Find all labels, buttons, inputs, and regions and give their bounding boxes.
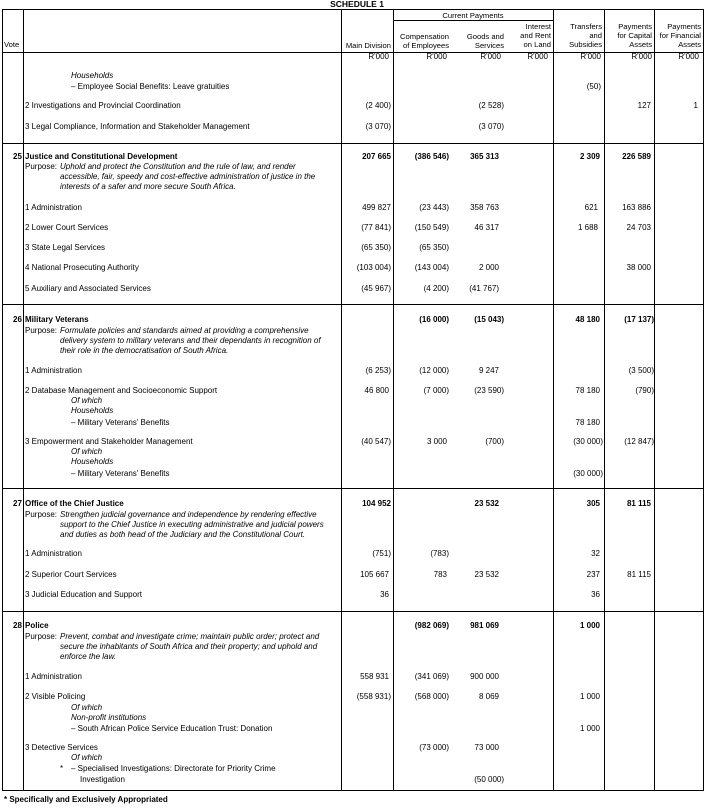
vote-number: 26 xyxy=(13,315,22,324)
col-divider-transfers xyxy=(604,9,605,791)
programme-label: 3 Legal Compliance, Information and Stakeholder Management xyxy=(25,122,250,131)
header-interest-rent: Interest and Rent on Land xyxy=(520,22,551,49)
header-vote: Vote xyxy=(4,40,20,49)
cell-comp: (143 004) xyxy=(414,263,449,272)
programme-label: 3 Empowerment and Stakeholder Management xyxy=(25,437,193,446)
vote-name: Police xyxy=(25,621,49,630)
cell-comp: (7 000) xyxy=(423,386,449,395)
unit-comp: R'000 xyxy=(426,52,447,61)
cell-capital: 24 703 xyxy=(626,223,651,232)
of-which-label: Of which xyxy=(71,703,103,712)
cell-main: 46 800 xyxy=(364,386,389,395)
cell-main: 207 665 xyxy=(362,152,391,161)
cell-comp: 3 000 xyxy=(426,437,447,446)
cell-comp: (73 000) xyxy=(419,743,449,752)
non-profit-label: Non-profit institutions xyxy=(71,713,147,722)
cell-goods: 23 532 xyxy=(474,570,499,579)
cell-comp: (341 069) xyxy=(414,672,449,681)
purpose-label: Purpose: xyxy=(25,632,58,641)
cell-goods: 46 317 xyxy=(474,223,499,232)
vote-name: Office of the Chief Justice xyxy=(25,499,124,508)
cell-transfers: 36 xyxy=(591,590,600,599)
of-which-label: Of which xyxy=(71,753,103,762)
of-which-label: Of which xyxy=(71,396,103,405)
vote-name: Justice and Constitutional Development xyxy=(25,152,178,161)
cell-transfers: (30 000) xyxy=(573,437,603,446)
cell-capital: (17 137) xyxy=(624,315,654,324)
purpose-text: secure the inhabitants of South Africa and their property; and uphold and xyxy=(60,642,318,651)
vote-number: 28 xyxy=(13,621,22,630)
col-divider-capital xyxy=(654,9,655,791)
specialised-investigations-label: Investigation xyxy=(80,775,125,784)
cell-transfers: 1 688 xyxy=(577,223,598,232)
unit-interest: R'000 xyxy=(527,52,548,61)
cell-comp: (65 350) xyxy=(419,243,449,252)
cell-goods: 2 000 xyxy=(478,263,499,272)
header-compensation: Compensation of Employees xyxy=(400,32,449,50)
programme-label: 2 Lower Court Services xyxy=(25,223,109,232)
appropriation-marker: * xyxy=(60,764,64,773)
programme-label: 1 Administration xyxy=(25,549,82,558)
cell-main: 104 952 xyxy=(362,499,391,508)
cell-goods: (15 043) xyxy=(474,315,504,324)
cell-comp: (16 000) xyxy=(419,315,449,324)
cell-main: (77 841) xyxy=(361,223,391,232)
households-label: Households xyxy=(71,71,114,80)
benefit-label: – Military Veterans' Benefits xyxy=(71,418,170,427)
households-label: Households xyxy=(71,406,114,415)
cell-main: (40 547) xyxy=(361,437,391,446)
cell-comp: (783) xyxy=(430,549,449,558)
cell-goods: 981 069 xyxy=(470,621,499,630)
programme-label: 3 Detective Services xyxy=(25,743,98,752)
cell-goods: (700) xyxy=(485,437,504,446)
purpose-text: accessible, fair, speedy and cost-effective administration of justice in the xyxy=(60,172,316,181)
vote-number: 27 xyxy=(13,499,22,508)
cell-goods: (50 000) xyxy=(474,775,504,784)
cell-main: (3 070) xyxy=(365,122,391,131)
cell-goods: 365 313 xyxy=(470,152,499,161)
footnote: * Specifically and Exclusively Appropriated xyxy=(4,795,168,804)
programme-label: 1 Administration xyxy=(25,672,82,681)
cell-capital: 226 589 xyxy=(622,152,651,161)
cell-main: (45 967) xyxy=(361,284,391,293)
purpose-label: Purpose: xyxy=(25,162,58,171)
specialised-investigations-label: – Specialised Investigations: Directorate for Priority Crime xyxy=(71,764,276,773)
cell-capital: (3 500) xyxy=(628,366,654,375)
programme-label: 4 National Prosecuting Authority xyxy=(25,263,139,272)
cell-transfers: 2 309 xyxy=(579,152,600,161)
cell-comp: (982 069) xyxy=(414,621,449,630)
cell-goods: (2 528) xyxy=(478,101,504,110)
programme-label: 2 Superior Court Services xyxy=(25,570,117,579)
cell-main: 36 xyxy=(380,590,389,599)
section-rule xyxy=(2,488,704,489)
schedule-title: SCHEDULE 1 xyxy=(330,0,384,9)
current-payments-rule xyxy=(393,20,553,21)
cell-main: (103 004) xyxy=(356,263,391,272)
purpose-text: Uphold and protect the Constitution and the rule of law, and render xyxy=(60,162,296,171)
cell-capital: 163 886 xyxy=(622,203,651,212)
leave-gratuities-label: – Employee Social Benefits: Leave gratuities xyxy=(71,82,230,91)
programme-label: 1 Administration xyxy=(25,366,82,375)
cell-goods: 23 532 xyxy=(474,499,499,508)
cell-main: (2 400) xyxy=(365,101,391,110)
of-which-label: Of which xyxy=(71,447,103,456)
cell-goods: 900 000 xyxy=(470,672,499,681)
cell-transfers: 48 180 xyxy=(575,315,600,324)
header-main-division: Main Division xyxy=(345,41,391,50)
cell-main: (65 350) xyxy=(361,243,391,252)
cell-capital: (12 847) xyxy=(624,437,654,446)
programme-label: 3 State Legal Services xyxy=(25,243,106,252)
cell-comp: 783 xyxy=(433,570,447,579)
cell-main: (6 253) xyxy=(365,366,391,375)
purpose-text: their role in the democratisation of South Africa. xyxy=(60,346,229,355)
cell-comp: (23 443) xyxy=(419,203,449,212)
unit-capital: R'000 xyxy=(631,52,652,61)
unit-transfers: R'000 xyxy=(580,52,601,61)
cell-transfers: 1 000 xyxy=(579,621,600,630)
cell-transfers: 621 xyxy=(584,203,598,212)
header-financial-assets: Payments for Financial Assets xyxy=(659,22,701,49)
cell-comp: (386 546) xyxy=(414,152,449,161)
cell-comp: (568 000) xyxy=(414,692,449,701)
cell-comp: (4 200) xyxy=(423,284,449,293)
cell-main: 558 931 xyxy=(360,672,389,681)
cell-goods: 73 000 xyxy=(474,743,499,752)
unit-main: R'000 xyxy=(368,52,389,61)
header-goods-services: Goods and Services xyxy=(466,32,504,50)
cell-goods: (23 590) xyxy=(474,386,504,395)
cell-capital: 81 115 xyxy=(626,499,651,508)
cell-capital: (790) xyxy=(635,386,654,395)
purpose-text: and duties as both head of the Judiciary and the Constitutional Court. xyxy=(60,530,306,539)
cell-transfers: 78 180 xyxy=(575,418,600,427)
cell-transfers: 78 180 xyxy=(575,386,600,395)
programme-label: 2 Visible Policing xyxy=(25,692,86,701)
header-transfers: Transfers and Subsidies xyxy=(569,22,602,49)
cell-goods: 9 247 xyxy=(478,366,499,375)
cell-goods: (3 070) xyxy=(478,122,504,131)
cell-goods: (41 767) xyxy=(469,284,499,293)
cell-goods: 8 069 xyxy=(478,692,499,701)
benefit-label: – Military Veterans' Benefits xyxy=(71,469,170,478)
purpose-text: Prevent, combat and investigate crime; maintain public order; protect and xyxy=(60,632,320,641)
cell-transfers: 1 000 xyxy=(579,724,600,733)
unit-financial: R'000 xyxy=(678,52,699,61)
cell-goods: 358 763 xyxy=(470,203,499,212)
purpose-label: Purpose: xyxy=(25,510,58,519)
header-current-payments: Current Payments xyxy=(442,11,504,20)
vote-number: 25 xyxy=(13,152,22,161)
cell-comp: (12 000) xyxy=(419,366,449,375)
leave-gratuities-transfers: (50) xyxy=(586,82,601,91)
purpose-label: Purpose: xyxy=(25,326,58,335)
purpose-text: enforce the law. xyxy=(60,652,117,661)
cell-transfers: 32 xyxy=(591,549,600,558)
programme-label: 5 Auxiliary and Associated Services xyxy=(25,284,151,293)
header-capital-assets: Payments for Capital Assets xyxy=(617,22,652,49)
cell-transfers: (30 000) xyxy=(573,469,603,478)
purpose-text: interests of a safer and more secure South Africa. xyxy=(60,182,236,191)
cell-main: (558 931) xyxy=(356,692,391,701)
cell-comp: (150 549) xyxy=(414,223,449,232)
purpose-text: delivery system to military veterans and their dependants in recognition of xyxy=(60,336,321,345)
purpose-text: support to the Chief Justice in executing administrative and judicial powers xyxy=(60,520,324,529)
section-rule xyxy=(2,611,704,612)
purpose-text: Strengthen judicial governance and independence by rendering effective xyxy=(60,510,317,519)
education-trust-label: – South African Police Service Education Trust: Donation xyxy=(71,724,273,733)
section-rule xyxy=(2,143,704,144)
section-rule xyxy=(2,304,704,305)
vote-name: Military Veterans xyxy=(25,315,89,324)
cell-transfers: 305 xyxy=(586,499,600,508)
col-divider-current xyxy=(553,9,554,791)
programme-label: 2 Database Management and Socioeconomic Support xyxy=(25,386,218,395)
programme-label: 1 Administration xyxy=(25,203,82,212)
cell-main: 499 827 xyxy=(362,203,391,212)
col-divider-vote xyxy=(23,9,24,791)
programme-label: 3 Judicial Education and Support xyxy=(25,590,142,599)
cell-financial: 1 xyxy=(693,101,698,110)
cell-transfers: 237 xyxy=(586,570,600,579)
cell-main: 105 667 xyxy=(360,570,389,579)
unit-goods: R'000 xyxy=(480,52,501,61)
cell-main: (751) xyxy=(372,549,391,558)
cell-capital: 127 xyxy=(637,101,651,110)
cell-capital: 38 000 xyxy=(626,263,651,272)
cell-capital: 81 115 xyxy=(627,570,651,579)
cell-transfers: 1 000 xyxy=(579,692,600,701)
purpose-text: Formulate policies and standards aimed at providing a comprehensive xyxy=(60,326,309,335)
households-label: Households xyxy=(71,457,114,466)
programme-label: 2 Investigations and Provincial Coordination xyxy=(25,101,181,110)
